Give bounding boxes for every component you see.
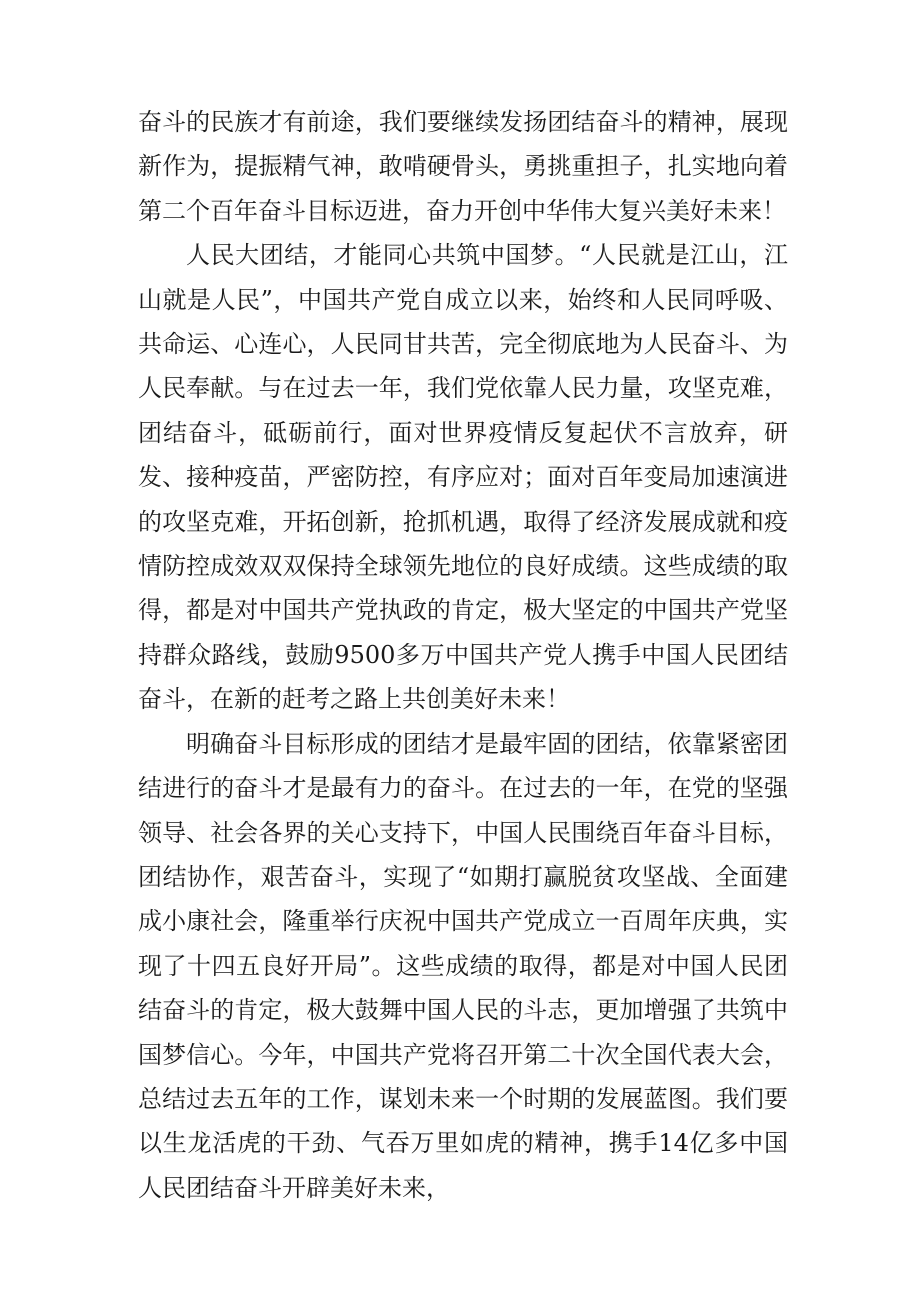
document-body: [138, 100, 788, 1210]
paragraph-1: 奋斗的民族才有前途，我们要继续发扬团结奋斗的精神，展现新作为，提振精气神，敢啃硬骨头，勇挑重担子，扎实地向着第二个百年奋斗目标迈进，奋力开创中华伟大复兴美好未来！: [138, 108, 788, 225]
paragraph-2: 人民大团结，才能同心共筑中国梦。“人民就是江山，江山就是人民”，中国共产党自成立以来，始终和人民同呼吸、共命运、心连心，人民同甘共苦，完全彻底地为人民奋斗、为人民奉献。与在过去一年，我们党依靠人民力量，攻坚克难，团结奋斗，砥砺前行，面对世界疫情反复起伏不言放弃，研发、接种疫苗，严密防控，有序应对；面对百年变局加速演进的攻坚克难，开拓创新，抢抓机遇，取得了经济发展成就和疫情防控成效双双保持全球领先地位的良好成绩。这些成绩的取得，都是对中国共产党执政的肯定，极大坚定的中国共产党坚持群众路线，鼓励9500多万中国共产党人携手中国人民团结奋斗，在新的赶考之路上共创美好未来！: [138, 241, 788, 714]
paragraph-3: 明确奋斗目标形成的团结才是最牢固的团结，依靠紧密团结进行的奋斗才是最有力的奋斗。在过去的一年，在党的坚强领导、社会各界的关心支持下，中国人民围绕百年奋斗目标，团结协作，艰苦奋斗，实现了“如期打赢脱贫攻坚战、全面建成小康社会，隆重举行庆祝中国共产党成立一百周年庆典，实现了十四五良好开局”。这些成绩的取得，都是对中国人民团结奋斗的肯定，极大鼓舞中国人民的斗志，更加增强了共筑中国梦信心。今年，中国共产党将召开第二十次全国代表大会，总结过去五年的工作，谋划未来一个时期的发展蓝图。我们要以生龙活虎的干劲、气吞万里如虎的精神，携手14亿多中国人民团结奋斗开辟美好未来，: [138, 729, 788, 1202]
